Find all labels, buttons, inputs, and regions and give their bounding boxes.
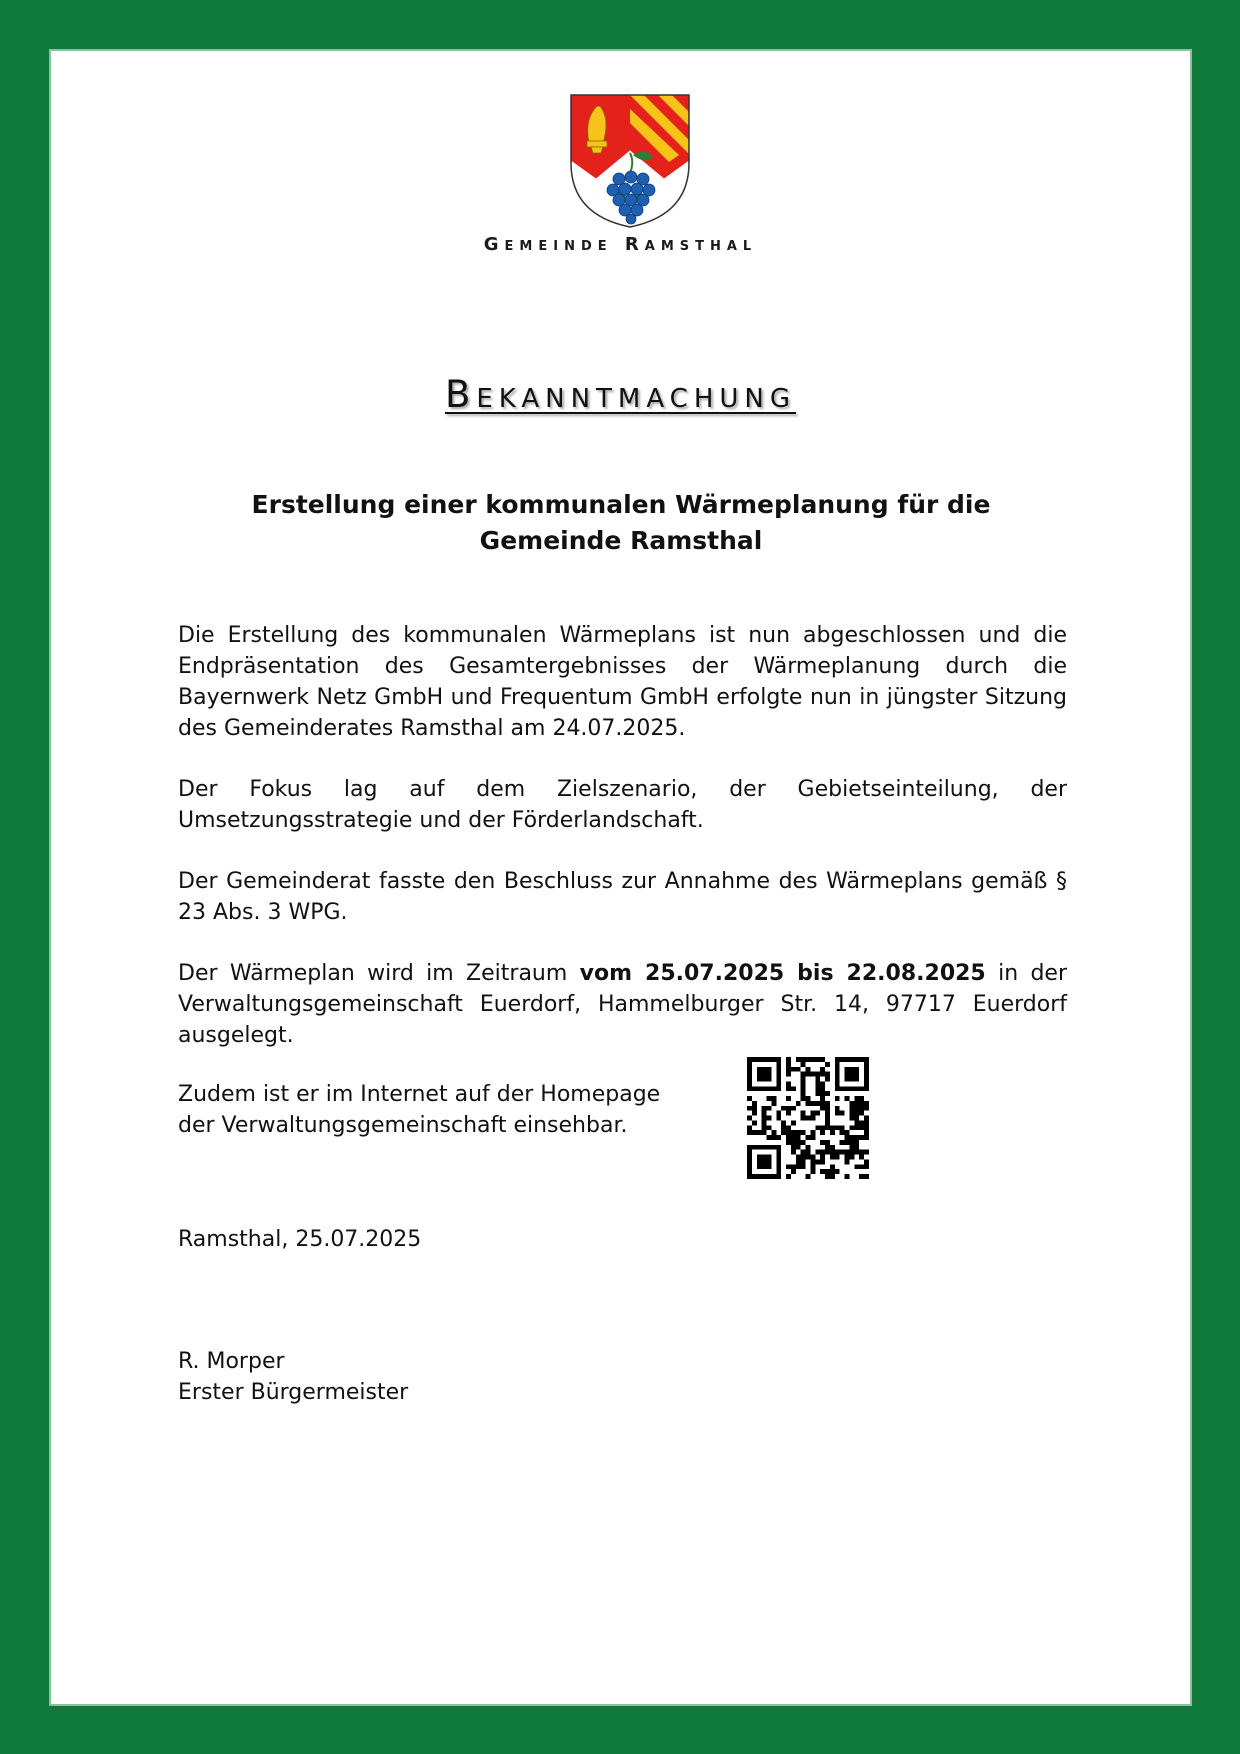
- notice-sheet: [49, 49, 1192, 1706]
- paragraph-focus: Der Fokus lag auf dem Zielszenario, der Gebietseinteilung, der Umsetzungsstrategie und der Förderlandschaft.: [178, 777, 1067, 833]
- paragraph-display-period: Der Wärmeplan wird im Zeitraum vom 25.07.2025 bis 22.08.2025 in der Verwaltungsgemeinschaft Euerdorf, Hammelburger Str. 14, 97717 Euerdorf ausgelegt.: [178, 961, 1068, 1048]
- signatory-title: Erster Bürgermeister: [178, 1380, 409, 1405]
- notice-title: Bekanntmachung: [444, 373, 797, 416]
- municipality-name: Gemeinde Ramsthal: [483, 234, 758, 255]
- paragraph-resolution: Der Gemeinderat fasste den Beschluss zur Annahme des Wärmeplans gemäß § 23 Abs. 3 WPG.: [178, 869, 1067, 925]
- signatory-name: R. Morper: [178, 1349, 285, 1374]
- coat-of-arms-icon: [569, 93, 691, 229]
- notice-subject: Erstellung einer kommunalen Wärmeplanung für die Gemeinde Ramsthal: [251, 490, 991, 555]
- qr-code-icon[interactable]: [747, 1057, 869, 1179]
- paragraph-completion: Die Erstellung des kommunalen Wärmeplans ist nun abgeschlossen und die Endpräsentation des Gesamtergebnisses der Wärmeplanung durch die Bayernwerk Netz GmbH und Frequentum GmbH erfolgte nun in jüngster Sitzung des Gemeinderates Ramsthal am 24.07.2025.: [178, 623, 1067, 741]
- paragraph-online: Zudem ist er im Internet auf der Homepage der Verwaltungsgemeinschaft einsehbar.: [178, 1082, 661, 1138]
- date-line: Ramsthal, 25.07.2025: [178, 1227, 422, 1252]
- display-period: vom 25.07.2025 bis 22.08.2025: [579, 961, 986, 986]
